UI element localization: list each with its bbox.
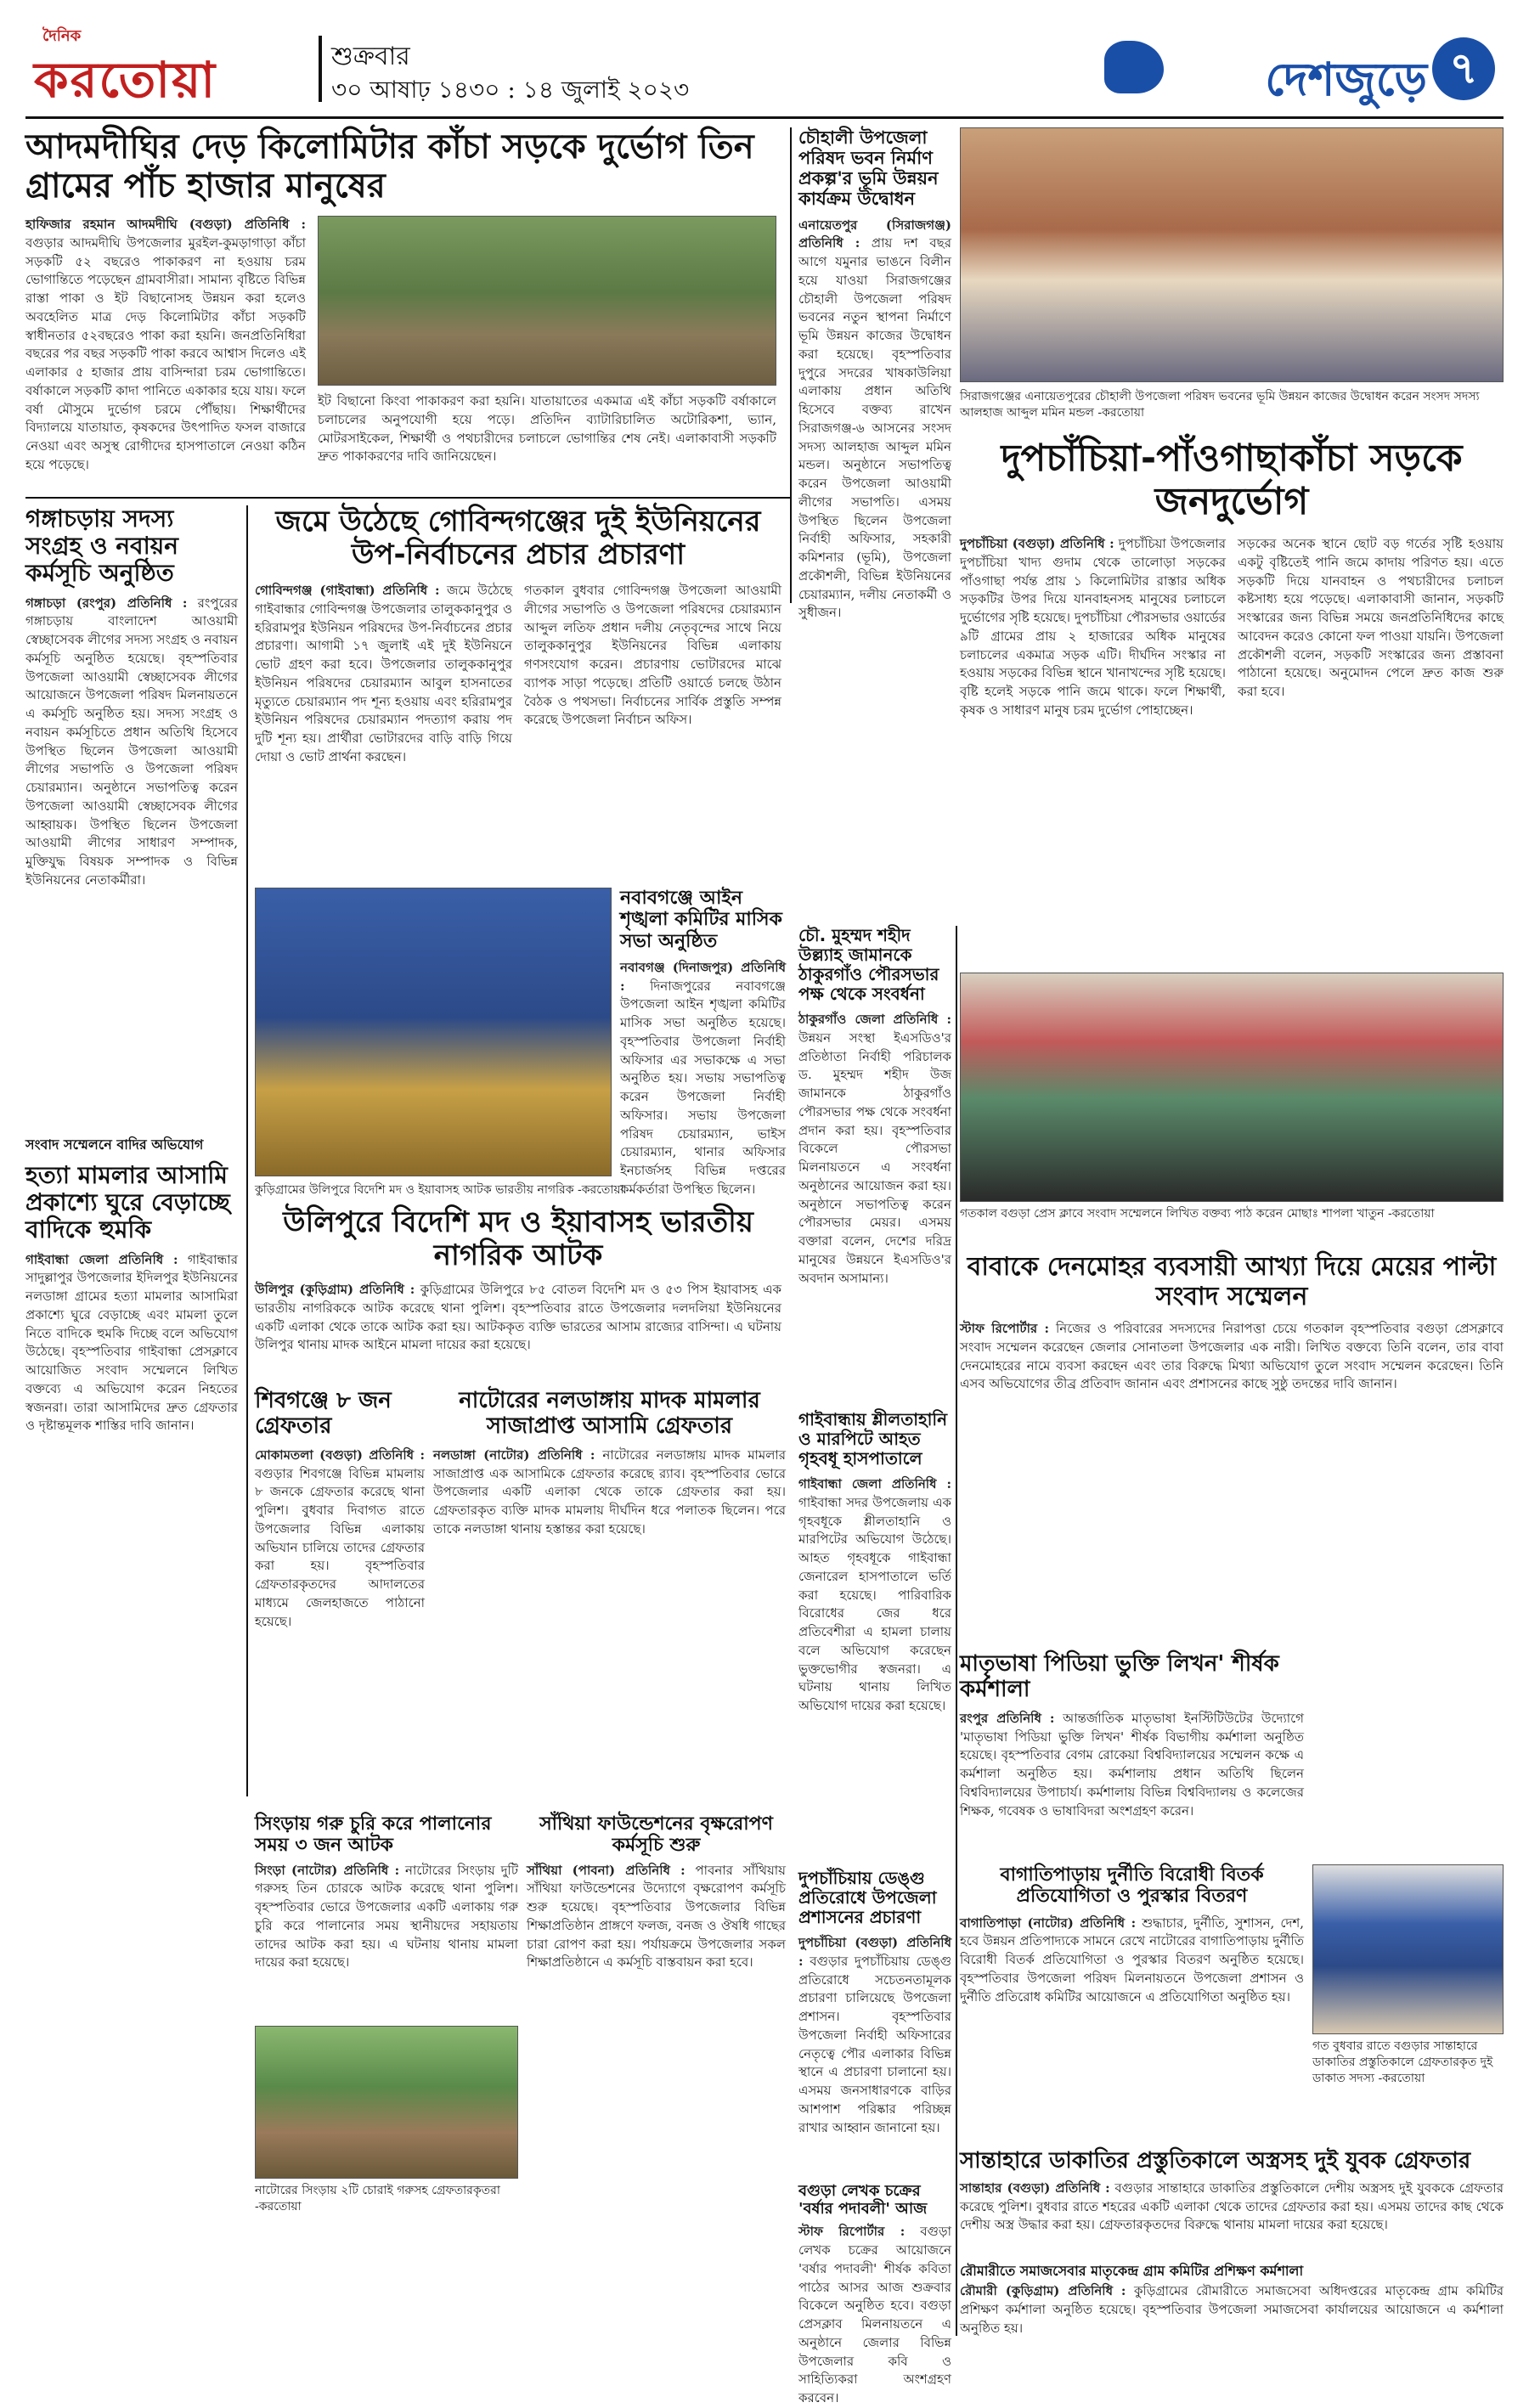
photo-caption: গতকাল বগুড়া প্রেস ক্লাবে সংবাদ সম্মেলনে লিখিত বক্তব্য পাঠ করেন মোছাঃ শাপলা খাতুন -করতোয়া [960, 1207, 1435, 1221]
article-body: নাটোরের সিংড়ায় দুটি গরুসহ তিন চোরকে আটক করেছে থানা পুলিশ। বৃহস্পতিবার ভোরে উপজেলার একটি এলাকায় গরু চুরি করে পালানোর সময় স্থানীয়দের সহায়তায় তাদের আটক করা হয়। এ ঘটনায় থানায় মামলা দায়ের করা হয়েছে। [255, 1862, 518, 1971]
article-santahar [960, 2149, 1504, 2259]
byline: উলিপুর (কুড়িগ্রাম) প্রতিনিধি : [255, 1282, 415, 1298]
photo-caption: কুড়িগ্রামের উলিপুরে বিদেশি মদ ও ইয়াবাসহ আটক ভারতীয় নাগরিক -করতোয়া [255, 1183, 624, 1197]
byline: ঠাকুরগাঁও জেলা প্রতিনিধি : [798, 1012, 951, 1027]
chauhali-photo [960, 127, 1504, 382]
headline: চৌ. মুহম্মদ শহীদ উল্ল্যাহ জামানকে ঠাকুরগাঁও পৌরসভার পক্ষ থেকে সংবর্ধনা [798, 925, 939, 1004]
headline: চৌহালী উপজেলা পরিষদ ভবন নির্মাণ প্রকল্প'র ভূমি উন্নয়ন কার্যক্রম উদ্বোধন [798, 127, 939, 210]
headline: দুপচাঁচিয়ায় ডেঙ্গু প্রতিরোধে উপজেলা প্রশাসনের প্রচারণা [798, 1868, 937, 1927]
byline: সাঁথিয়া (পাবনা) প্রতিনিধি : [527, 1862, 686, 1878]
photo-caption: সিরাজগঞ্জের এনায়েতপুরের চৌহালী উপজেলা পরিষদ ভবনের ভূমি উন্নয়ন কাজের উদ্বোধন করেন সংসদ সদস্য আলহাজ আব্দুল মমিন মন্ডল -করতোয়া [960, 390, 1480, 420]
article-body: রংপুরের গঙ্গাচড়ায় বাংলাদেশ আওয়ামী স্বেচ্ছাসেবক লীগের সদস্য সংগ্রহ ও নবায়ন কর্মসূচি অনুষ্ঠিত হয়েছে। বৃহস্পতিবার উপজেলা আওয়ামী স্বেচ্ছাসেবক লীগের আয়োজনে উপজেলা পরিষদ মিলনায়তনে এ কর্মসূচি অনুষ্ঠিত হয়। সদস্য সংগ্রহ ও নবায়ন কর্মসূচিতে প্রধান অতিথি হিসেবে উপস্থিত ছিলেন উপজেলা আওয়ামী লীগের সভাপতি ও উপজেলা পরিষদ চেয়ারম্যান। অনুষ্ঠানে সভাপতিত্ব করেন উপজেলা আওয়ামী স্বেচ্ছাসেবক লীগের আহ্বায়ক। উপস্থিত ছিলেন উপজেলা আওয়ামী লীগের সাধারণ সম্পাদক, মুক্তিযুদ্ধ বিষয়ক সম্পাদক ও বিভিন্ন ইউনিয়নের নেতাকর্মীরা। [25, 595, 238, 888]
article-singra [255, 1813, 518, 2017]
singra-photo [255, 2026, 518, 2179]
article-gaibandha [798, 1410, 951, 1860]
byline: নলডাঙ্গা (নাটোর) প্রতিনিধি : [433, 1446, 595, 1463]
column-rule [790, 127, 792, 603]
article-gobindaganj [255, 505, 781, 879]
headline: শিবগঞ্জে ৮ জন গ্রেফতার [255, 1388, 392, 1439]
headline: নাটোরের নলডাঙ্গায় মাদক মামলার সাজাপ্রাপ্ত আসামি গ্রেফতার [459, 1388, 760, 1439]
article-dupchanchia-road [960, 437, 1504, 964]
headline: বগুড়া লেখক চক্রের 'বর্ষার পদাবলী' আজ [798, 2182, 928, 2218]
byline: বাগাতিপাড়া (নাটোর) প্রতিনিধি : [960, 1915, 1137, 1931]
article-gangachara [25, 505, 238, 1125]
article-writers-circle [798, 2182, 951, 2406]
article-body: গাইবান্ধা সদর উপজেলায় এক গৃহবধূকে শ্লীলতাহানি ও মারপিটের অভিযোগ উঠেছে। আহত গৃহবধূকে গাইবান্ধা জেনারেল হাসপাতালে ভর্তি করা হয়েছে। পারিবারিক বিরোধের জের ধরে প্রতিবেশীরা এ হামলা চালায় বলে অভিযোগ করেছেন ভুক্তভোগীর স্বজনরা। এ ঘটনায় থানায় লিখিত অভিযোগ দায়ের করা হয়েছে। [798, 1494, 951, 1713]
headline: সিংড়ায় গরু চুরি করে পালানোর সময় ৩ জন আটক [255, 1813, 492, 1857]
masthead-divider [319, 36, 322, 102]
byline: দুপচাঁচিয়া (বগুড়া) প্রতিনিধি : [798, 1935, 951, 1969]
article-body-cont: গতকাল বুধবার গোবিন্দগঞ্জ উপজেলা আওয়ামী লীগের সভাপতি ও উপজেলা পরিষদের চেয়ারম্যান আব্দুল লতিফ প্রধান দলীয় নেতৃবৃন্দের সাথে নিয়ে তালুককানুপুর ইউনিয়নের বিভিন্ন এলাকায় গণসংযোগ করেন। প্রচারণায় ভোটারদের মাঝে ব্যাপক সাড়া পড়েছে। প্রতিটি ওয়ার্ডে চলছে উঠান বৈঠক ও পথসভা। নির্বাচনের সার্বিক প্রস্তুতি সম্পন্ন করেছে উপজেলা নির্বাচন অফিস। [524, 583, 781, 728]
newspaper-logo: করতোয়া [34, 51, 217, 109]
article-body: জমে উঠেছে গাইবান্ধার গোবিন্দগঞ্জ উপজেলার তালুককানুপুর ও হরিরামপুর ইউনিয়ন পরিষদের উপ-নির্বাচনের প্রচার প্রচারণা। আগামী ১৭ জুলাই এই দুই ইউনিয়নে ভোট গ্রহণ করা হবে। উপজেলার তালুককানুপুর ইউনিয়ন পরিষদের চেয়ারম্যান আবুল হাসনাতের মৃত্যুতে চেয়ারম্যান পদ শূন্য হওয়ায় এবং হরিরামপুর ইউনিয়ন পরিষদের চেয়ারম্যান পদত্যাগ করায় পদ দুটি শূন্য হয়। প্রার্থীরা ভোটারদের বাড়ি বাড়ি গিয়ে দোয়া ও ভোট প্রার্থনা করছেন। [255, 583, 512, 764]
photo-caption: গত বুধবার রাতে বগুড়ার সান্তাহারে ডাকাতির প্রস্তুতিকালে গ্রেফতারকৃত দুই ডাকাত সদস্য -করতোয়া [1312, 2039, 1493, 2085]
article-body: বগুড়ার দুপচাঁচিয়ায় ডেঙ্গু প্রতিরোধে সচেতনতামূলক প্রচারণা চালিয়েছে উপজেলা প্রশাসন। বৃহস্পতিবার উপজেলা নির্বাহী অফিসারের নেতৃত্বে পৌর এলাকার বিভিন্ন স্থানে এ প্রচারণা চালানো হয়। এসময় জনসাধারণকে বাড়ির আশপাশ পরিষ্কার পরিচ্ছন্ন রাখার আহ্বান জানানো হয়। [798, 1953, 951, 2135]
press-conference-photo [960, 973, 1504, 1202]
byline: এনায়েতপুর (সিরাজগঞ্জ) প্রতিনিধি : [798, 217, 951, 251]
byline: সান্তাহার (বগুড়া) প্রতিনিধি : [960, 2180, 1110, 2196]
road-photo [318, 216, 776, 386]
article-press-conference [960, 1253, 1504, 1644]
headline: রৌমারীতে সমাজসেবার মাতৃকেন্দ্র গ্রাম কমিটির প্রশিক্ষণ কর্মশালা [960, 2263, 1304, 2279]
article-body: বগুড়া লেখক চক্রের আয়োজনে 'বর্ষার পদাবলী' শীর্ষক কবিতা পাঠের আসর আজ শুক্রবার বিকেলে অনুষ্ঠিত হবে। বগুড়া প্রেসক্লাব মিলনায়তনে এ অনুষ্ঠানে জেলার বিভিন্ন উপজেলার কবি ও সাহিত্যিকরা অংশগ্রহণ করবেন। [798, 2224, 951, 2406]
article-body: দিনাজপুরের নবাবগঞ্জে উপজেলা আইন শৃঙ্খলা কমিটির মাসিক সভা অনুষ্ঠিত হয়েছে। বৃহস্পতিবার উপজেলা নির্বাহী অফিসার এর সভাকক্ষে এ সভা অনুষ্ঠিত হয়। সভায় সভাপতিত্ব করেন উপজেলা নির্বাহী অফিসার। সভায় উপজেলা পরিষদ চেয়ারম্যান, ভাইস চেয়ারম্যান, থানার অফিসার ইনচার্জসহ বিভিন্ন দপ্তরের কর্মকর্তারা উপস্থিত ছিলেন। [620, 978, 786, 1197]
article-bagatipara [960, 1864, 1304, 2145]
article-body: বগুড়ার শিবগঞ্জে বিভিন্ন মামলায় ৮ জনকে গ্রেফতার করেছে থানা পুলিশ। বুধবার দিবাগত রাতে উপজেলার বিভিন্ন এলাকায় অভিযান চালিয়ে তাদের গ্রেফতার করা হয়। বৃহস্পতিবার গ্রেফতারকৃতদের আদালতের মাধ্যমে জেলহাজতে পাঠানো হয়েছে। [255, 1465, 425, 1629]
byline: গঙ্গাচড়া (রংপুর) প্রতিনিধি : [25, 595, 188, 611]
headline: হত্যা মামলার আসামি প্রকাশ্যে ঘুরে বেড়াচ্ছে বাদিকে হুমকি [25, 1161, 230, 1244]
article-body: দুপচাঁচিয়া উপজেলার দুপচাঁচিয়া খাদ্য গুদাম থেকে তালোড়া সড়কের পাঁওগাছা পর্যন্ত প্রায় ১ কিলোমিটার রাস্তার অধিক সড়কটির উপর দিয়ে যানবাহনসহ মানুষের চলাচলে দুর্ভোগের সৃষ্টি হয়েছে। দুপচাঁচিয়া পৌরসভার ওয়ার্ডের ৯টি গ্রামের প্রায় ২ হাজারের অধিক মানুষের চলাচলের একমাত্র সড়ক এটি। দীর্ঘদিন সংস্কার না হওয়ায় সড়কের বিভিন্ন স্থানে খানাখন্দের সৃষ্টি হয়েছে। বৃষ্টি হলেই সড়কে পানি জমে থাকে। ফলে শিক্ষার্থী, কৃষক ও সাধারণ মানুষ চরম দুর্ভোগ পোহাচ্ছেন। [960, 536, 1226, 718]
headline: বাবাকে দেনমোহর ব্যবসায়ী আখ্যা দিয়ে মেয়ের পাল্টা সংবাদ সম্মেলন [967, 1252, 1497, 1311]
article-body: কুড়িগ্রামের উলিপুরে ৮৫ বোতল বিদেশি মদ ও ৫৩ পিস ইয়াবাসহ এক ভারতীয় নাগরিককে আটক করেছে থানা পুলিশ। বৃহস্পতিবার রাতে উপজেলার দলদলিয়া ইউনিয়নের একটি এলাকা থেকে তাকে আটক করা হয়। আটককৃত ব্যক্তি ভারতের আসাম রাজ্যের বাসিন্দা। এ ঘটনায় উলিপুর থানায় মাদক আইনে মামলা দায়ের করা হয়েছে। [255, 1282, 782, 1353]
byline: নবাবগঞ্জ (দিনাজপুর) প্রতিনিধি : [620, 959, 786, 994]
article-body: উন্নয়ন সংস্থা ইএসডিও'র প্রতিষ্ঠাতা নির্বাহী পরিচালক ড. মুহম্মদ শহীদ উজ জামানকে ঠাকুরগাঁও পৌরসভার পক্ষ থেকে সংবর্ধনা প্রদান করা হয়। বৃহস্পতিবার বিকেলে পৌরসভা মিলনায়তনে এ সংবর্ধনা অনুষ্ঠানের আয়োজন করা হয়। অনুষ্ঠানে সভাপতিত্ব করেন পৌরসভার মেয়র। এসময় বক্তারা বলেন, দেশের দরিদ্র মানুষের উন্নয়নে ইএসডিও'র অবদান অসামান্য। [798, 1029, 951, 1286]
column-rule [956, 926, 957, 2336]
article-chauhali [798, 127, 951, 917]
article-raumari [960, 2264, 1504, 2336]
headline: গাইবান্ধায় শ্লীলতাহানি ও মারপিটে আহত গৃহবধূ হাসপাতালে [798, 1409, 948, 1469]
byline: সিংড়া (নাটোর) প্রতিনিধি : [255, 1862, 400, 1878]
article-santhia [527, 1813, 786, 2221]
article-body: কুড়িগ্রামের রৌমারীতে সমাজসেবা অধিদপ্তরের মাতৃকেন্দ্র গ্রাম কমিটির প্রশিক্ষণ কর্মশালা অনুষ্ঠিত হয়েছে। বৃহস্পতিবার উপজেলা সমাজসেবা কার্যালয়ের আয়োজনে এ কর্মশালা অনুষ্ঠিত হয়। [960, 2283, 1504, 2336]
byline: রংপুর প্রতিনিধি : [960, 1710, 1055, 1726]
article-body-cont: সড়কের অনেক স্থানে ছোট বড় গর্তের সৃষ্টি হওয়ায় একটু বৃষ্টিতেই পানি জমে কাদায় পরিণত হয়। এতে সড়কটি দিয়ে যানবাহন ও পথচারীদের চলাচল কষ্টসাধ্য হয়ে পড়েছে। এলাকাবাসী জানান, সড়কটি সংস্কারের জন্য বিভিন্ন সময়ে জনপ্রতিনিধিদের কাছে আবেদন করেও কোনো ফল পাওয়া যায়নি। উপজেলা প্রকৌশলী বলেন, সড়কটি সংস্কারের জন্য প্রস্তাবনা পাঠানো হয়েছে। অনুমোদন পেলে দ্রুত কাজ শুরু করা হবে। [1238, 536, 1504, 700]
bangladesh-map-icon [1104, 41, 1164, 93]
article-shibganj [255, 1389, 425, 1805]
headline: দুপচাঁচিয়া-পাঁওগাছাকাঁচা সড়কে জনদুর্ভোগ [1001, 437, 1463, 523]
article-body: পাবনার সাঁথিয়ায় সাঁথিয়া ফাউন্ডেশনের উদ্যোগে বৃক্ষরোপণ কর্মসূচি শুরু হয়েছে। বৃহস্পতিবার উপজেলার বিভিন্ন শিক্ষাপ্রতিষ্ঠান প্রাঙ্গণে ফলজ, বনজ ও ঔষধি গাছের চারা রোপণ করা হয়। পর্যায়ক্রমে উপজেলার সকল শিক্ষাপ্রতিষ্ঠানে এ কর্মসূচি বাস্তবায়ন করা হবে। [527, 1862, 786, 1971]
issue-date: ৩০ আষাঢ় ১৪৩০ : ১৪ জুলাই ২০২৩ [331, 76, 690, 104]
logo-small: দৈনিক [42, 27, 82, 45]
article-matribhasha-main [960, 1652, 1304, 1856]
article-body: নাটোরের নলডাঙ্গায় মাদক মামলার সাজাপ্রাপ্ত এক আসামিকে গ্রেফতার করেছে র‌্যাব। বৃহস্পতিবার ভোরে উপজেলার একটি এলাকা থেকে তাকে গ্রেফতার করা হয়। গ্রেফতারকৃত ব্যক্তি মাদক মামলায় দীর্ঘদিন ধরে পলাতক ছিলেন। পরে তাকে নলডাঙ্গা থানায় হস্তান্তর করা হয়েছে। [433, 1446, 786, 1537]
byline: গোবিন্দগঞ্জ (গাইবান্ধা) প্রতিনিধি : [255, 583, 440, 599]
headline: নবাবগঞ্জে আইন শৃঙ্খলা কমিটির মাসিক সভা অনুষ্ঠিত [620, 888, 782, 952]
kicker: সংবাদ সম্মেলনে বাদির অভিযোগ [25, 1136, 204, 1153]
headline: উলিপুরে বিদেশি মদ ও ইয়াবাসহ ভারতীয় নাগরিক আটক [283, 1205, 753, 1273]
article-dengue [798, 1869, 951, 2174]
byline: স্টাফ রিপোর্টার : [960, 1321, 1050, 1336]
article-murder-case [25, 1134, 238, 1796]
santahar-photo [1312, 1864, 1504, 2034]
headline: জমে উঠেছে গোবিন্দগঞ্জের দুই ইউনিয়নের উপ-নির্বাচনের প্রচার প্রচারণা [275, 505, 761, 572]
byline: গাইবান্ধা জেলা প্রতিনিধি : [798, 1476, 951, 1492]
headline: গঙ্গাচড়ায় সদস্য সংগ্রহ ও নবায়ন কর্মসূচি অনুষ্ঠিত [25, 505, 178, 588]
headline: মাতৃভাষা পিডিয়া ভুক্তি লিখন' শীর্ষক কর্মশালা [960, 1651, 1279, 1702]
row-rule [25, 497, 790, 499]
byline: রৌমারী (কুড়িগ্রাম) প্রতিনিধি : [960, 2283, 1126, 2299]
article-body: নিজের ও পরিবারের সদস্যদের নিরাপত্তা চেয়ে গতকাল বৃহস্পতিবার বগুড়া প্রেসক্লাবে সংবাদ সম্মেলন করেছেন জেলার সোনাতলা উপজেলার এক নারী। লিখিত বক্তব্যে তিনি বলেন, তার বাবা দেনমোহরের নামে ব্যবসা করছেন এবং তার বিরুদ্ধে মিথ্যা অভিযোগ তুলে সংবাদ সম্মেলন করেছেন। তিনি এসব অভিযোগের তীব্র প্রতিবাদ জানান এবং প্রশাসনের কাছে সুষ্ঠু তদন্তের দাবি জানান। [960, 1321, 1504, 1392]
masthead [25, 17, 1504, 119]
article-body: গাইবান্ধার সাদুল্লাপুর উপজেলার ইদিলপুর ইউনিয়নের নলডাঙ্গা গ্রামের হত্যা মামলার আসামিরা প্রকাশ্যে ঘুরে বেড়াচ্ছে এবং মামলা তুলে নিতে বাদিকে হুমকি দিচ্ছে বলে অভিযোগ উঠেছে। বৃহস্পতিবার গাইবান্ধা প্রেসক্লাবে আয়োজিত সংবাদ সম্মেলনে লিখিত বক্তব্যে এ অভিযোগ করেন নিহতের স্বজনরা। তারা আসামিদের দ্রুত গ্রেফতার ও দৃষ্টান্তমূলক শাস্তির দাবি জানান। [25, 1251, 238, 1434]
byline: দুপচাঁচিয়া (বগুড়া) প্রতিনিধি : [960, 536, 1114, 552]
article-adamdighi [25, 127, 781, 484]
article-naldanga [433, 1389, 786, 1805]
ulipur-photo [255, 888, 612, 1176]
page-number: ৭ [1432, 37, 1495, 100]
issue-day: শুক্রবার [331, 42, 410, 71]
byline: মোকামতলা (বগুড়া) প্রতিনিধি : [255, 1446, 425, 1463]
photo-caption: নাটোরের সিংড়ায় ২টি চোরাই গরুসহ গ্রেফতারকৃতরা -করতোয়া [255, 2184, 500, 2213]
article-thakurgaon [798, 926, 951, 1401]
headline: সাঁথিয়া ফাউন্ডেশনের বৃক্ষরোপণ কর্মসূচি শুরু [539, 1813, 773, 1857]
article-body-cont: ইট বিছানো কিংবা পাকাকরণ করা হয়নি। যাতায়াতের একমাত্র এই কাঁচা সড়কটি বর্ষাকালে চলাচলের অনুপযোগী হয়ে পড়ে। প্রতিদিন ব্যাটারিচালিত অটোরিকশা, ভ্যান, মোটরসাইকেল, শিক্ষার্থী ও পথচারীদের চলাচলে ভোগান্তির শেষ নেই। এলাকাবাসী সড়কটি দ্রুত পাকাকরণের দাবি জানিয়েছেন। [318, 393, 776, 465]
article-body: শুদ্ধাচার, দুর্নীতি, সুশাসন, দেশ, হবে উন্নয়ন প্রতিপাদ্যকে সামনে রেখে নাটোরের বাগাতিপাড়ায় দুর্নীতি বিরোধী বিতর্ক প্রতিযোগিতা ও পুরস্কার বিতরণ অনুষ্ঠিত হয়েছে। বৃহস্পতিবার উপজেলা পরিষদ মিলনায়তনে উপজেলা প্রশাসন ও দুর্নীতি প্রতিরোধ কমিটির আয়োজনে এ প্রতিযোগিতা অনুষ্ঠিত হয়। [960, 1915, 1305, 2005]
byline: গাইবান্ধা জেলা প্রতিনিধি : [25, 1251, 178, 1267]
article-ulipur [255, 1206, 781, 1376]
article-body: আন্তর্জাতিক মাতৃভাষা ইনস্টিটিউটের উদ্যোগে 'মাতৃভাষা পিডিয়া ভুক্তি লিখন' শীর্ষক বিভাগীয় কর্মশালা অনুষ্ঠিত হয়েছে। বৃহস্পতিবার বেগম রোকেয়া বিশ্ববিদ্যালয়ের সম্মেলন কক্ষে এ কর্মশালা অনুষ্ঠিত হয়। কর্মশালায় প্রধান অতিথি ছিলেন বিশ্ববিদ্যালয়ের উপাচার্য। কর্মশালায় বিভিন্ন বিশ্ববিদ্যালয় ও কলেজের শিক্ষক, গবেষক ও ভাষাবিদরা অংশগ্রহণ করেন। [960, 1710, 1304, 1819]
section-title: দেশজুড়ে [1265, 53, 1427, 106]
article-body: বগুড়ার সান্তাহারে ডাকাতির প্রস্তুতিকালে দেশীয় অস্ত্রসহ দুই যুবককে গ্রেফতার করেছে পুলিশ। বুধবার রাতে শহরের একটি এলাকা থেকে তাদের গ্রেফতার করা হয়। এসময় তাদের কাছ থেকে দেশীয় অস্ত্র উদ্ধার করা হয়। গ্রেফতারকৃতদের বিরুদ্ধে থানায় মামলা দায়ের করা হয়েছে। [960, 2180, 1504, 2233]
headline: আদমদীঘির দেড় কিলোমিটার কাঁচা সড়কে দুর্ভোগ তিন গ্রামের পাঁচ হাজার মানুষের [25, 127, 754, 206]
article-body: প্রায় দশ বছর আগে যমুনার ভাঙনে বিলীন হয়ে যাওয়া সিরাজগঞ্জের চৌহালী উপজেলা পরিষদ ভবনের নতুন স্থাপনা নির্মাণে ভূমি উন্নয়ন কাজের উদ্বোধন করা হয়েছে। বৃহস্পতিবার দুপুরে সদরের খাষকাউলিয়া এলাকায় প্রধান অতিথি হিসেবে বক্তব্য রাখেন সিরাজগঞ্জ-৬ আসনের সংসদ সদস্য আলহাজ আব্দুল মমিন মন্ডল। অনুষ্ঠানে সভাপতিত্ব করেন উপজেলা আওয়ামী লীগের সভাপতি। এসময় উপস্থিত ছিলেন উপজেলা নির্বাহী অফিসার, সহকারী কমিশনার (ভূমি), উপজেলা প্রকৌশলী, বিভিন্ন ইউনিয়নের চেয়ারম্যান, দলীয় নেতাকর্মী ও সুধীজন। [798, 235, 951, 621]
column-rule [246, 505, 248, 1796]
byline: হাফিজার রহমান আদমদীঘি (বগুড়া) প্রতিনিধি : [25, 217, 306, 232]
byline: স্টাফ রিপোর্টার : [798, 2224, 906, 2240]
article-body: বগুড়ার আদমদীঘি উপজেলার মুরইল-কুমড়াগাড়া কাঁচা সড়কটি ৫২ বছরেও পাকাকরণ না হওয়ায় চরম ভোগান্তিতে পড়েছেন গ্রামবাসীরা। সামান্য বৃষ্টিতে বিভিন্ন রাস্তা পাকা ও ইট বিছানোসহ উন্নয়ন করা হলেও অবহেলিত মাত্র দেড় কিলোমিটার কাঁচা সড়কটি স্বাধীনতার ৫২বছরেও পাকা করা হয়নি। জনপ্রতিনিধিরা বছরের পর বছর সড়কটি পাকা করবে আশ্বাস দিলেও এই এলাকার ৫ হাজার প্রায় বাসিন্দারা চরম ভোগান্তিতে। বর্ষাকালে সড়কটি কাদা পানিতে একাকার হয়ে যায়। ফলে বর্ষা মৌসুমে দুর্ভোগ চরমে পৌঁছায়। শিক্ষার্থীদের বিদ্যালয়ে যাতায়াত, কৃষকদের উৎপাদিত ফসল বাজারে নেওয়া এবং অসুস্থ রোগীদের হাসপাতালে নেওয়া কঠিন হয়ে পড়েছে। [25, 234, 306, 472]
headline: বাগাতিপাড়ায় দুর্নীতি বিরোধী বিতর্ক প্রতিযোগিতা ও পুরস্কার বিতরণ [1000, 1864, 1264, 1908]
headline: সান্তাহারে ডাকাতির প্রস্তুতিকালে অস্ত্রসহ দুই যুবক গ্রেফতার [960, 2148, 1471, 2174]
